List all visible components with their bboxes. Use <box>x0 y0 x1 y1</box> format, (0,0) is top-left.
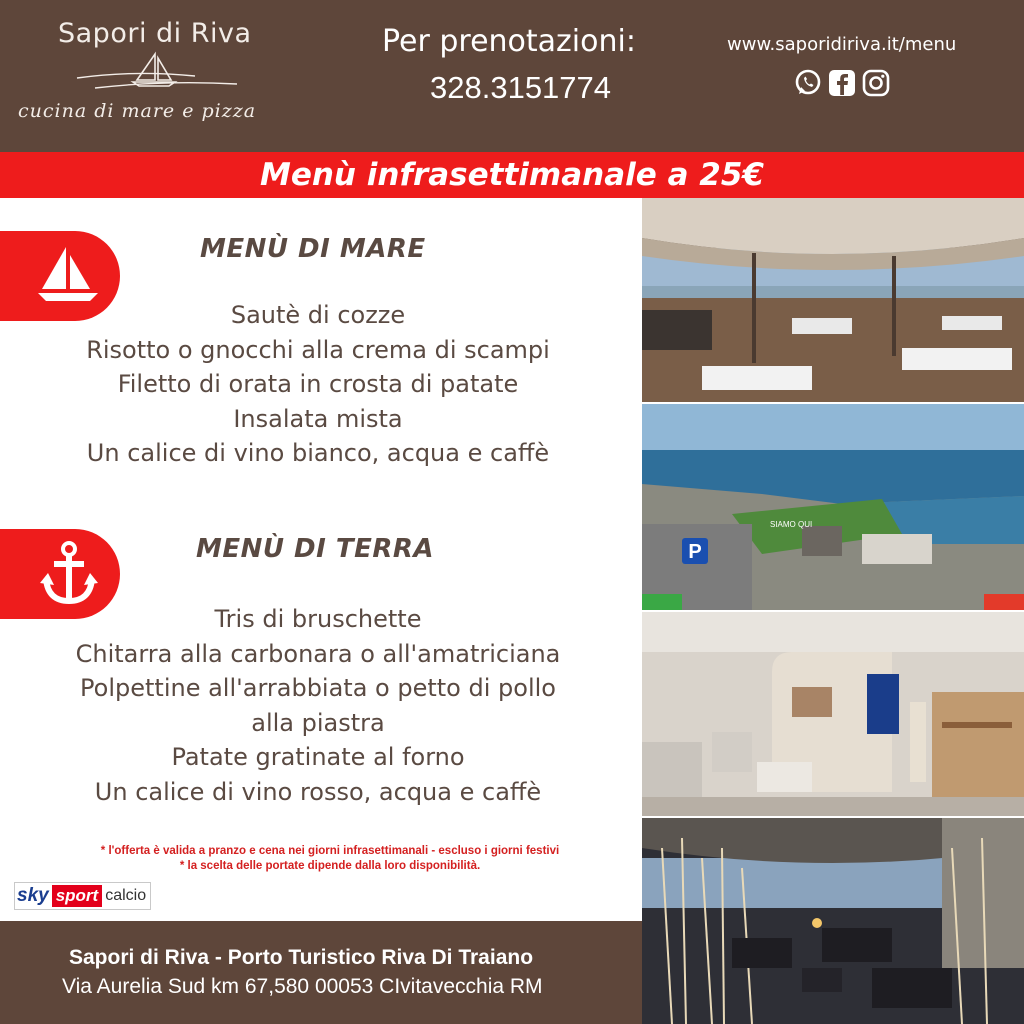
evening-terrace-photo <box>642 818 1024 1024</box>
list-item: Un calice di vino bianco, acqua e caffè <box>86 439 550 467</box>
list-item: Filetto di orata in crosta di patate <box>117 370 519 398</box>
offer-note: * l'offerta è valida a pranzo e cena nei giorni infrasettimanali - escluso i giorni festivi <box>100 845 560 857</box>
footer-restaurant-name: Sapori di Riva - Porto Turistico Riva Di Traiano <box>69 946 534 969</box>
list-item: Chitarra alla carbonara o all'amatriciana <box>75 639 561 668</box>
list-item: Tris di bruschette <box>214 605 422 633</box>
list-item: Insalata mista <box>233 404 403 433</box>
instagram-icon[interactable] <box>861 68 891 98</box>
facebook-icon[interactable] <box>827 68 857 98</box>
list-item: alla piastra <box>251 708 385 737</box>
logo-title: Sapori di Riva <box>58 18 252 49</box>
land-menu-list <box>8 602 628 809</box>
interior-photo <box>642 612 1024 816</box>
social-icons <box>793 68 891 98</box>
sea-menu-list <box>8 298 628 471</box>
aerial-port-photo <box>642 404 1024 610</box>
sky-logo-sport: sport <box>52 885 103 907</box>
photo-column <box>642 198 1024 1024</box>
anchor-icon <box>40 539 98 609</box>
footer-bar <box>0 921 642 1024</box>
list-item: Polpettine all'arrabbiata o petto di pollo <box>80 674 556 702</box>
svg-text:P: P <box>688 541 702 563</box>
whatsapp-icon[interactable] <box>793 68 823 98</box>
logo-boat-icon <box>75 50 240 94</box>
logo-tagline: cucina di mare e pizza <box>18 100 257 122</box>
list-item: Risotto o gnocchi alla crema di scampi <box>86 335 550 364</box>
phone-number[interactable]: 328.3151774 <box>430 70 612 105</box>
price-banner-text: Menù infrasettimanale a 25€ <box>259 157 764 193</box>
terrace-photo <box>642 198 1024 402</box>
offer-notes <box>20 844 640 874</box>
sea-menu-title: MENÙ DI MARE <box>200 234 426 264</box>
list-item: Un calice di vino rosso, acqua e caffè <box>94 777 542 806</box>
sky-sport-calcio-logo <box>14 882 151 910</box>
website-link[interactable]: www.saporidiriva.it/menu <box>727 34 957 55</box>
sailboat-icon <box>36 243 102 305</box>
offer-note: * la scelta delle portate dipende dalla loro disponibilità. <box>179 860 481 872</box>
sky-logo-word: sky <box>17 885 49 906</box>
list-item: Patate gratinate al forno <box>171 743 465 771</box>
footer-address: Via Aurelia Sud km 67,580 00053 CIvitavecchia RM <box>62 975 543 998</box>
sky-logo-calcio: calcio <box>105 887 147 904</box>
list-item: Sautè di cozze <box>230 301 406 329</box>
land-menu-title: MENÙ DI TERRA <box>196 534 435 564</box>
reservations-label: Per prenotazioni: <box>382 24 636 59</box>
aerial-label: SIAMO QUI <box>770 520 813 529</box>
